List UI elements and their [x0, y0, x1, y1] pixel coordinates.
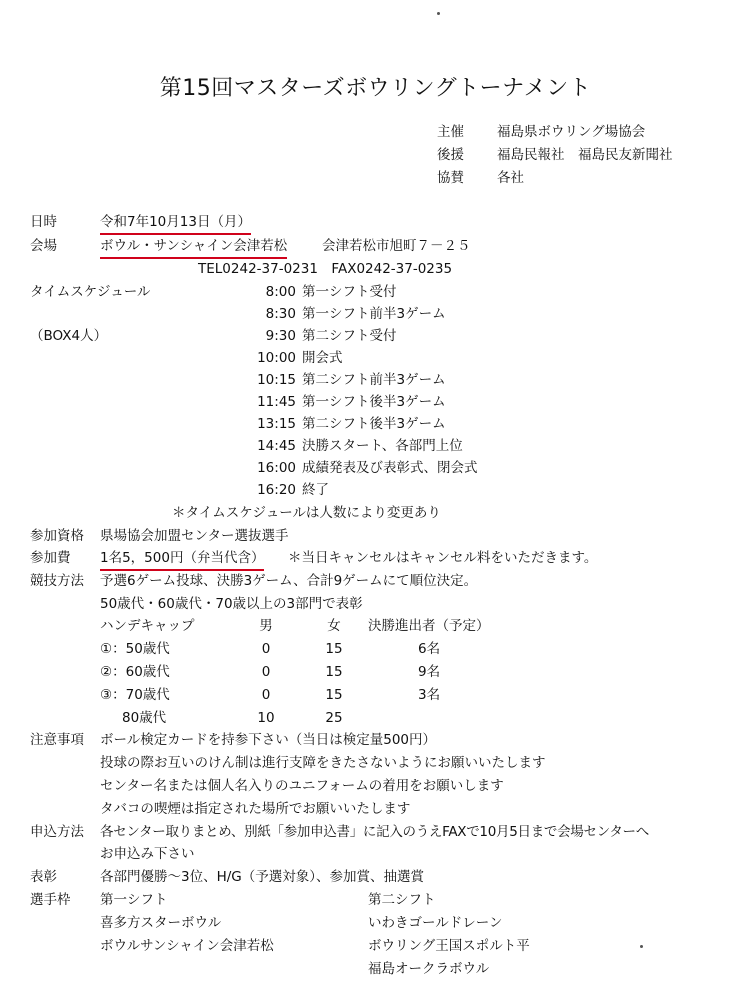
table-row-division: ①：50歳代 — [100, 641, 170, 657]
notes-line: タバコの喫煙は指定された場所でお願いいたします — [100, 801, 411, 817]
scan-dot — [437, 12, 440, 15]
table-cell-female: 25 — [325, 710, 343, 726]
schedule-time: 8:30 — [265, 306, 296, 322]
schedule-time: 10:00 — [257, 350, 296, 366]
table-cell-male: 10 — [257, 710, 275, 726]
schedule-label: タイムスケジュール — [30, 284, 151, 300]
shift2-title: 第二シフト — [368, 892, 436, 908]
schedule-note: ＊タイムスケジュールは人数により変更あり — [172, 505, 441, 521]
awards-label: 表彰 — [30, 869, 57, 885]
shift2-center: 福島オークラボウル — [368, 961, 490, 977]
notes-line: センター名または個人名入りのユニフォームの着用をお願いします — [100, 778, 504, 794]
table-cell-male: 0 — [261, 664, 271, 680]
method-line2: 50歳代・60歳代・70歳以上の3部門で表彰 — [100, 596, 363, 612]
table-cell-female: 15 — [325, 687, 343, 703]
fee-note: ＊当日キャンセルはキャンセル料をいただきます。 — [288, 550, 598, 566]
organizer-value: 福島県ボウリング場協会 — [497, 124, 646, 140]
fee-label: 参加費 — [30, 550, 71, 566]
schedule-time: 14:45 — [257, 438, 296, 454]
shift1-title: 第一シフト — [100, 892, 168, 908]
sponsor-role: 後援 — [437, 147, 464, 163]
schedule-event: 第一シフト後半3ゲーム — [302, 394, 446, 410]
schedule-event: 開会式 — [302, 350, 343, 366]
schedule-event: 第一シフト前半3ゲーム — [302, 306, 446, 322]
application-line2: お申込み下さい — [100, 846, 195, 862]
table-cell-finalists: 6名 — [418, 641, 441, 657]
schedule-event: 第二シフト後半3ゲーム — [302, 416, 446, 432]
method-label: 競技方法 — [30, 573, 84, 589]
sponsor-value: 福島民報社 福島民友新聞社 — [497, 147, 673, 163]
application-line1: 各センター取りまとめ、別紙「参加申込書」に記入のうえFAXで10月5日まで会場センターへ — [100, 824, 649, 840]
schedule-time: 11:45 — [257, 394, 296, 410]
notes-line: ボール検定カードを持参下さい（当日は検定量500円） — [100, 732, 436, 748]
awards-value: 各部門優勝～3位、H/G（予選対象）、参加賞、抽選賞 — [100, 869, 424, 885]
schedule-time: 8:00 — [265, 284, 296, 300]
organizer-role: 主催 — [437, 124, 464, 140]
table-cell-male: 0 — [261, 687, 271, 703]
page-title: 第15回マスターズボウリングトーナメント — [159, 76, 592, 101]
eligibility-label: 参加資格 — [30, 528, 84, 544]
table-cell-finalists: 3名 — [418, 687, 441, 703]
schedule-time: 10:15 — [257, 372, 296, 388]
schedule-event: 第二シフト受付 — [302, 328, 397, 344]
schedule-event: 第一シフト受付 — [302, 284, 397, 300]
notes-line: 投球の際お互いのけん制は進行支障をきたさないようにお願いいたします — [100, 755, 546, 771]
eligibility-value: 県場協会加盟センター選抜選手 — [100, 528, 289, 544]
table-cell-female: 15 — [325, 664, 343, 680]
schedule-time: 9:30 — [265, 328, 296, 344]
application-label: 申込方法 — [30, 824, 84, 840]
schedule-event: 第二シフト前半3ゲーム — [302, 372, 446, 388]
table-cell-male: 0 — [261, 641, 271, 657]
shift1-center: ボウルサンシャイン会津若松 — [100, 938, 274, 954]
venue-address: 会津若松市旭町７－２５ — [322, 238, 471, 254]
date-value: 令和7年10月13日（月） — [100, 216, 251, 235]
fee-value: 1名5，500円（弁当代含） — [100, 552, 264, 571]
cosponsor-role: 協賛 — [437, 170, 464, 186]
table-cell-finalists: 9名 — [418, 664, 441, 680]
table-row-division: 80歳代 — [122, 710, 167, 726]
schedule-event: 決勝スタート、各部門上位 — [302, 438, 463, 454]
shift2-center: ボウリング王国スポルト平 — [368, 938, 530, 954]
shift1-center: 喜多方スターボウル — [100, 915, 222, 931]
schedule-sublabel: （BOX4人） — [30, 328, 108, 344]
table-cell-female: 15 — [325, 641, 343, 657]
venue-contact: TEL0242-37-0231 FAX0242-37-0235 — [198, 261, 453, 277]
slots-label: 選手枠 — [30, 892, 71, 908]
schedule-time: 16:20 — [257, 482, 296, 498]
method-line1: 予選6ゲーム投球、決勝3ゲーム、合計9ゲームにて順位決定。 — [100, 573, 478, 589]
schedule-time: 16:00 — [257, 460, 296, 476]
table-header-male: 男 — [259, 618, 273, 634]
schedule-event: 終了 — [302, 482, 329, 498]
date-label: 日時 — [30, 214, 57, 230]
table-header-handicap: ハンデキャップ — [100, 618, 195, 634]
venue-label: 会場 — [30, 238, 57, 254]
table-row-division: ②：60歳代 — [100, 664, 170, 680]
table-header-female: 女 — [327, 618, 341, 634]
notes-label: 注意事項 — [30, 732, 84, 748]
schedule-event: 成績発表及び表彰式、閉会式 — [302, 460, 478, 476]
table-header-finalists: 決勝進出者（予定） — [368, 618, 490, 634]
table-row-division: ③：70歳代 — [100, 687, 170, 703]
schedule-time: 13:15 — [257, 416, 296, 432]
cosponsor-value: 各社 — [497, 170, 524, 186]
shift2-center: いわきゴールドレーン — [368, 915, 503, 931]
scan-dot — [640, 945, 643, 948]
venue-name: ボウル・サンシャイン会津若松 — [100, 240, 287, 259]
